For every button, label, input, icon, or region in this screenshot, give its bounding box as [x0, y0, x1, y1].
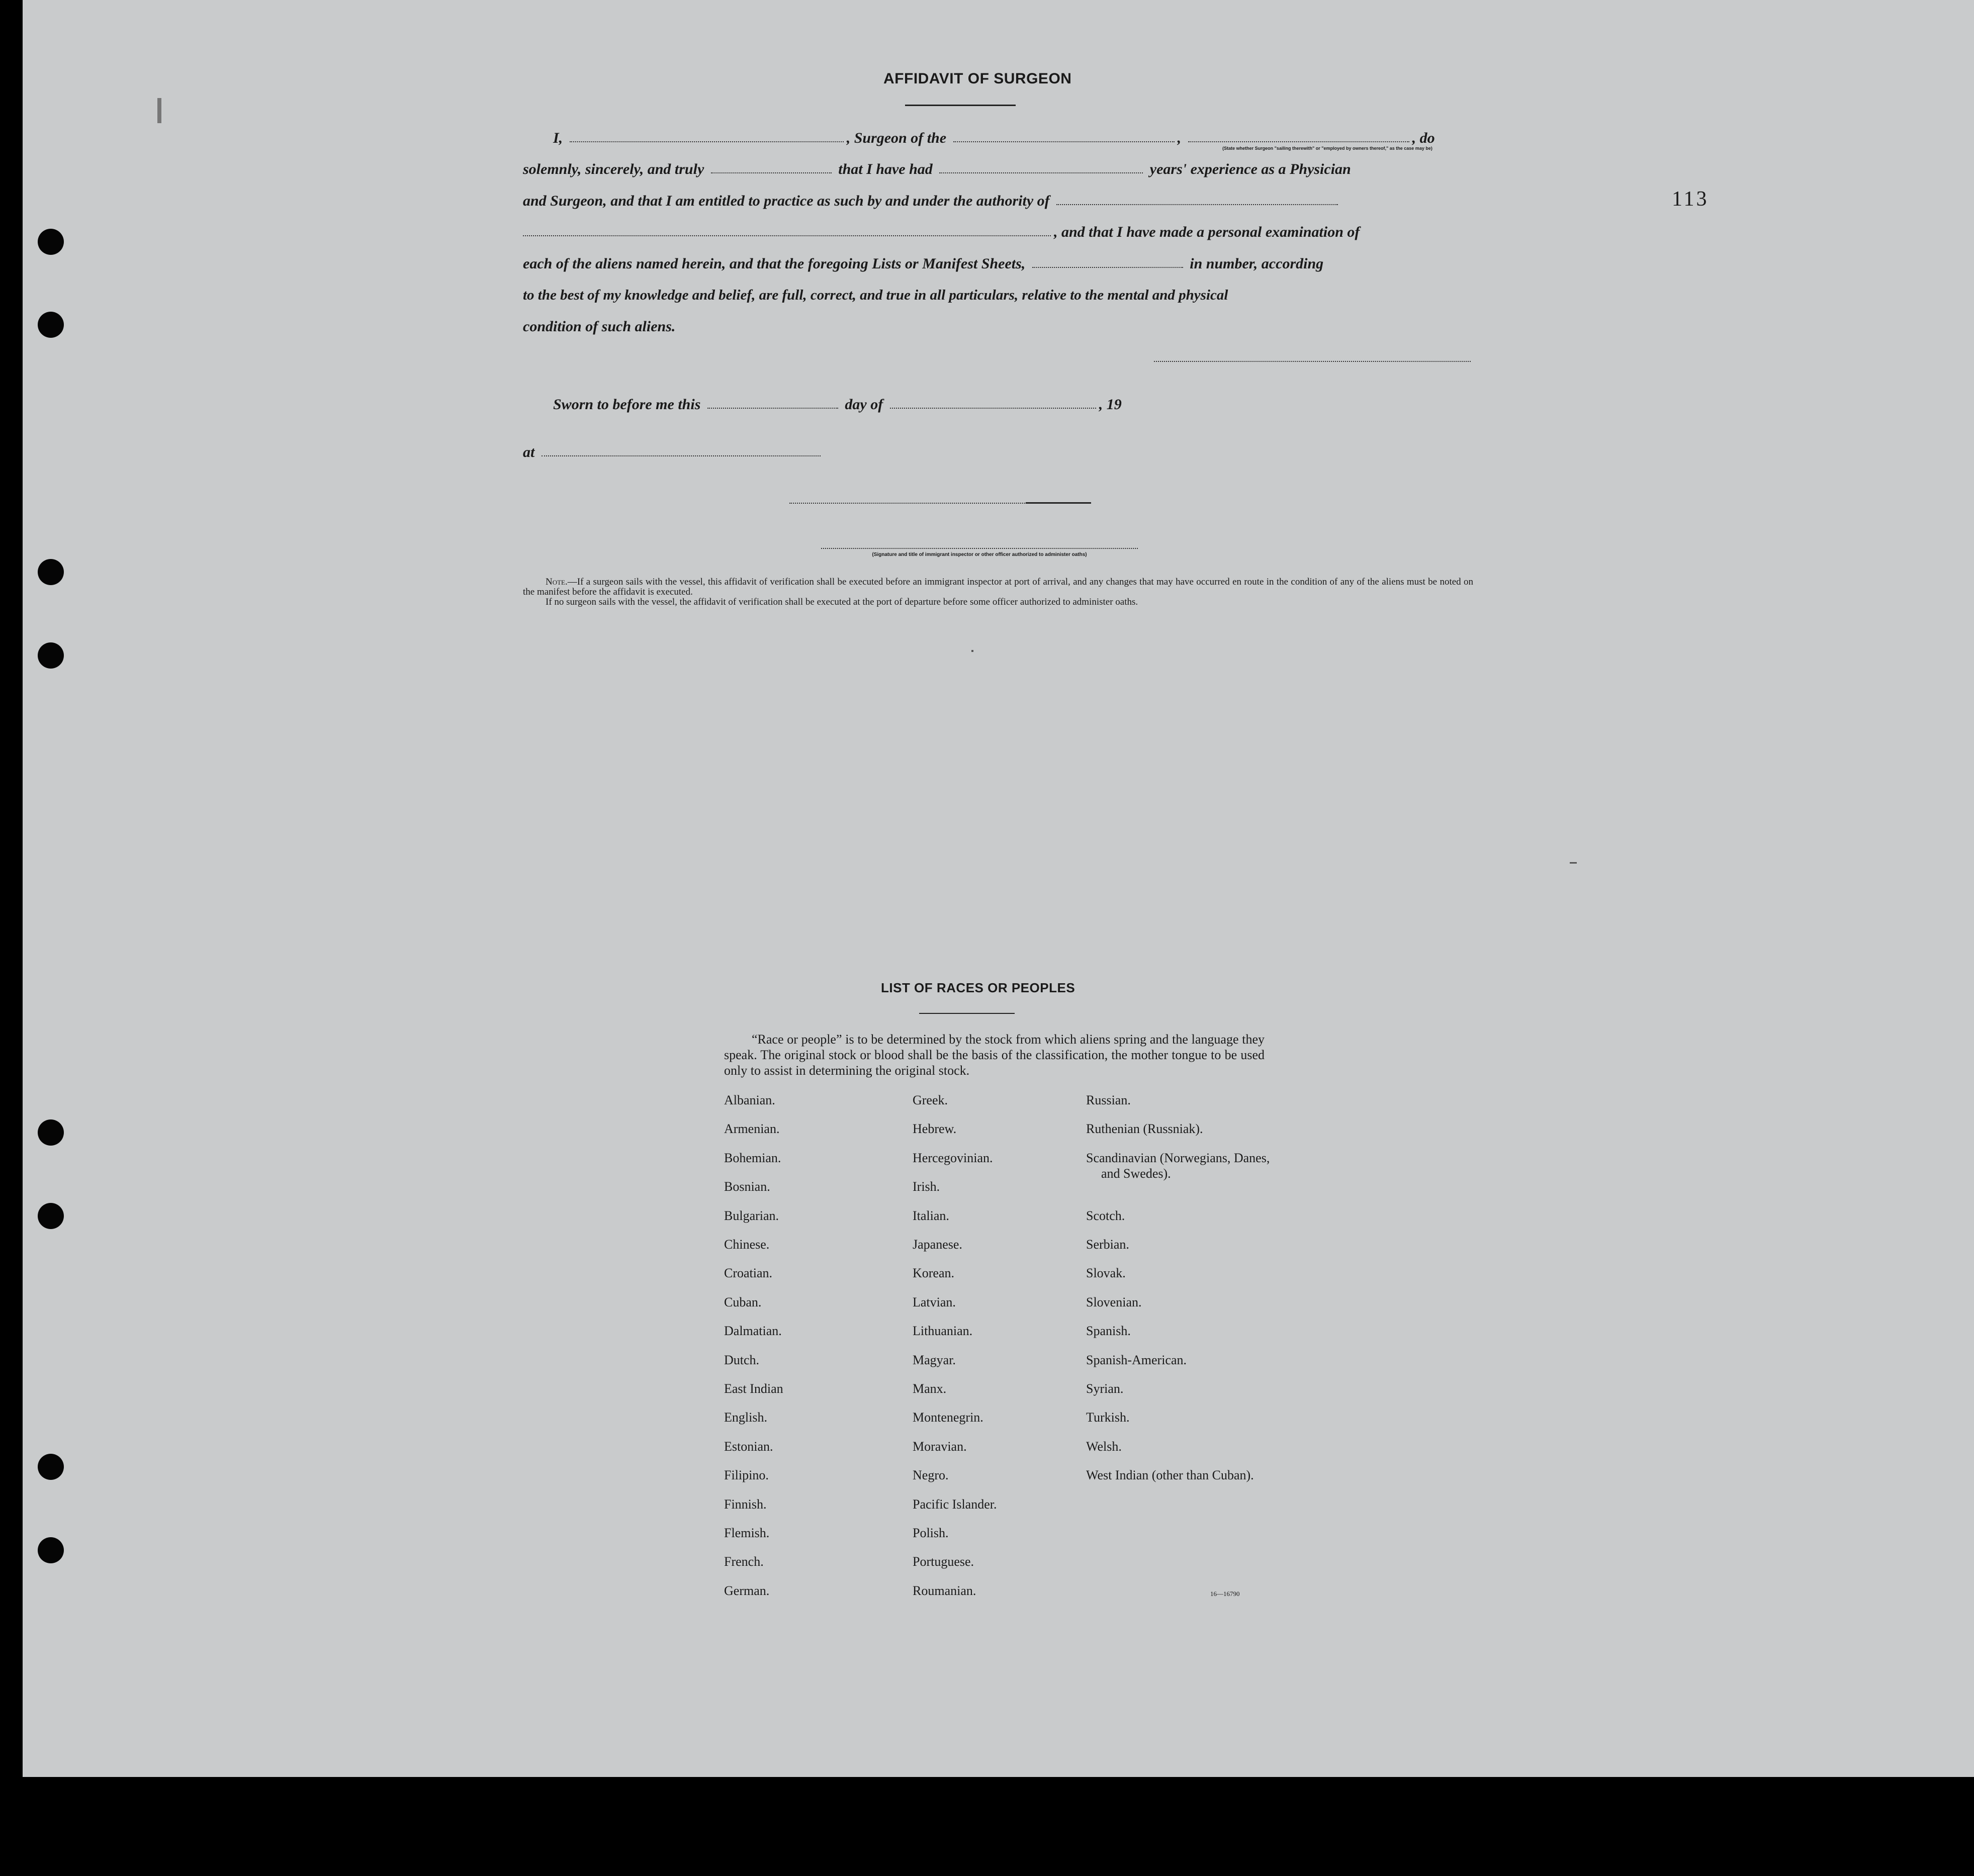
race-item: Dalmatian.: [724, 1324, 782, 1338]
race-item: Ruthenian (Russniak).: [1086, 1121, 1203, 1136]
race-item: Cuban.: [724, 1295, 762, 1309]
scan-mark: [157, 98, 161, 123]
sworn-text: , 19: [1099, 396, 1122, 413]
race-item: Chinese.: [724, 1237, 770, 1252]
blank-field: [1188, 136, 1409, 142]
affidavit-text: and Surgeon, and that I am entitled to practice as such by and under the authority of: [523, 193, 1050, 209]
affidavit-text: condition of such aliens.: [523, 318, 676, 335]
races-intro: [724, 1031, 1265, 1078]
document-sheet: [23, 0, 1974, 1777]
officer-line-solid: [1026, 502, 1091, 504]
note-text: If no surgeon sails with the vessel, the affidavit of verification shall be executed at the port of departure before some officer authorized to administer oaths.: [546, 597, 1138, 607]
affidavit-text: , and that I have made a personal examination of: [1054, 224, 1360, 240]
punch-hole: [38, 1537, 64, 1563]
race-item: Hebrew.: [913, 1121, 957, 1136]
sworn-line: [523, 390, 1471, 420]
punch-hole: [38, 1119, 64, 1146]
race-item: Serbian.: [1086, 1237, 1129, 1252]
affidavit-text: solemnly, sincerely, and truly: [523, 161, 704, 177]
race-item: Japanese.: [913, 1237, 962, 1252]
blank-field: [711, 167, 832, 173]
race-item: Lithuanian.: [913, 1324, 973, 1338]
race-item: Dutch.: [724, 1353, 760, 1367]
affidavit-title: AFFIDAVIT OF SURGEON: [883, 70, 1072, 87]
blank-field: [542, 450, 821, 456]
race-item: Korean.: [913, 1266, 955, 1280]
at-line: [523, 437, 1471, 467]
race-item: Turkish.: [1086, 1410, 1130, 1425]
affidavit-text: , Surgeon of the: [846, 130, 947, 146]
race-item: Welsh.: [1086, 1439, 1122, 1454]
blank-field: [1032, 262, 1183, 268]
race-item: Negro.: [913, 1468, 949, 1482]
sworn-text: day of: [845, 396, 883, 413]
race-item: Montenegrin.: [913, 1410, 983, 1425]
race-item: French.: [724, 1554, 764, 1569]
race-item: Scandinavian (Norwegians, Danes, and Swedes).: [1086, 1151, 1270, 1181]
race-item: Greek.: [913, 1093, 948, 1107]
race-item: Albanian.: [724, 1093, 775, 1107]
race-item: Scotch.: [1086, 1208, 1125, 1223]
punch-hole: [38, 312, 64, 338]
race-item: Spanish-American.: [1086, 1353, 1187, 1367]
affidavit-note-2: [523, 597, 1473, 607]
race-item: Bohemian.: [724, 1151, 781, 1165]
blank-field: [1056, 199, 1338, 205]
race-item: English.: [724, 1410, 767, 1425]
affidavit-note: [523, 577, 1473, 597]
at-text: at: [523, 444, 535, 460]
race-item: Hercegovinian.: [913, 1151, 993, 1165]
surgeon-type-note: [1222, 146, 1433, 151]
race-item: Italian.: [913, 1208, 949, 1223]
affidavit-text: I,: [553, 130, 563, 146]
races-title: LIST OF RACES OR PEOPLES: [881, 980, 1075, 995]
blank-field: [570, 136, 844, 142]
race-item: West Indian (other than Cuban).: [1086, 1468, 1254, 1482]
title-underline: [905, 105, 1016, 106]
surgeon-type-note-text: (State whether Surgeon "sailing therewith" or "employed by owners thereof," as the case may be): [1222, 146, 1432, 151]
race-item: Filipino.: [724, 1468, 769, 1482]
race-item: Flemish.: [724, 1526, 770, 1540]
blank-field: [523, 230, 1051, 236]
race-item: Irish.: [913, 1179, 940, 1194]
race-item: East Indian: [724, 1381, 783, 1396]
race-item: Spanish.: [1086, 1324, 1131, 1338]
race-item: Armenian.: [724, 1121, 780, 1136]
affidavit-line-6: [523, 280, 1471, 310]
affidavit-text: ,: [1177, 130, 1182, 146]
affidavit-text: that I have had: [838, 161, 933, 177]
affidavit-line-4: [523, 217, 1471, 247]
race-item: Roumanian.: [913, 1583, 976, 1598]
signature-caption: (Signature and title of immigrant inspector or other officer authorized to administer oaths): [872, 552, 1087, 557]
affidavit-text: , do: [1412, 130, 1435, 146]
signature-line: [821, 548, 1138, 549]
race-item: Russian.: [1086, 1093, 1131, 1107]
race-item: Bulgarian.: [724, 1208, 779, 1223]
punch-hole: [38, 559, 64, 585]
race-item: German.: [724, 1583, 770, 1598]
punch-hole: [38, 1454, 64, 1480]
scan-mark: [1570, 862, 1577, 864]
affidavit-text: to the best of my knowledge and belief, are full, correct, and true in all particulars, relative to the mental and physical: [523, 287, 1228, 303]
race-item: Syrian.: [1086, 1381, 1124, 1396]
sworn-text: Sworn to before me this: [553, 396, 701, 413]
note-label: Note.: [546, 577, 568, 587]
affidavit-line-2: [523, 154, 1471, 184]
note-text: —If a surgeon sails with the vessel, this affidavit of verification shall be executed before an immigrant inspector at port of arrival, and any changes that may have occurred en route in the condition of any of the aliens must be noted on the manifest before the affidavit is executed.: [523, 577, 1473, 597]
race-item: Finnish.: [724, 1497, 767, 1512]
blank-field: [707, 403, 838, 409]
race-item: Slovenian.: [1086, 1295, 1142, 1309]
affidavit-line-7: [523, 312, 1471, 342]
scan-mark: [971, 650, 973, 652]
affidavit-text: each of the aliens named herein, and that the foregoing Lists or Manifest Sheets,: [523, 255, 1026, 272]
race-item: Slovak.: [1086, 1266, 1126, 1280]
surgeon-signature-line: [1154, 361, 1471, 362]
blank-field: [939, 167, 1143, 173]
race-item: Pacific Islander.: [913, 1497, 997, 1512]
form-number: 16—16790: [1210, 1590, 1240, 1598]
affidavit-text: in number, according: [1190, 255, 1324, 272]
race-item: Estonian.: [724, 1439, 773, 1454]
race-item: Croatian.: [724, 1266, 773, 1280]
races-intro-text: “Race or people” is to be determined by the stock from which aliens spring and the language they speak. The original stock or blood shall be the basis of the classification, the mother tongue to be used only to assist in determining the original stock.: [724, 1032, 1265, 1078]
punch-hole: [38, 1203, 64, 1229]
affidavit-line-5: [523, 249, 1471, 279]
race-item: Portuguese.: [913, 1554, 974, 1569]
punch-hole: [38, 642, 64, 669]
affidavit-text: years' experience as a Physician: [1149, 161, 1351, 177]
races-title-underline: [919, 1013, 1015, 1014]
page-number: 113: [1672, 187, 1709, 211]
race-item: Manx.: [913, 1381, 947, 1396]
blank-field: [953, 136, 1175, 142]
race-item: Latvian.: [913, 1295, 956, 1309]
race-item: Polish.: [913, 1526, 949, 1540]
race-item: Magyar.: [913, 1353, 956, 1367]
race-item: Bosnian.: [724, 1179, 770, 1194]
race-item: Moravian.: [913, 1439, 967, 1454]
affidavit-line-3: [523, 186, 1471, 216]
blank-field: [890, 403, 1096, 409]
punch-hole: [38, 229, 64, 255]
